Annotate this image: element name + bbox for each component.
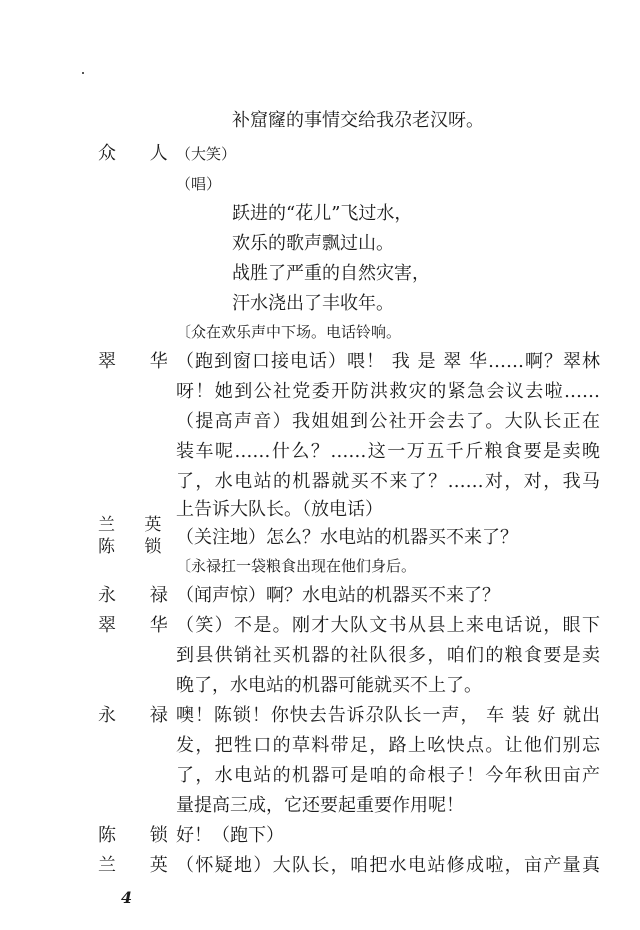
speaker-cuihua: 翠 华 bbox=[98, 351, 182, 372]
dialogue-line: （笑）不是。刚才大队文书从县上来电话说，眼下 bbox=[176, 615, 600, 636]
dialogue-line: 好！（跑下） bbox=[176, 825, 284, 846]
dialogue-line: 了，水电站的机器就买不来了？……对，对，我马 bbox=[176, 471, 600, 492]
paper-speck bbox=[82, 72, 84, 74]
speaker-crowd: 众 人 bbox=[98, 143, 182, 164]
speaker-chensuo: 陈 锁 bbox=[98, 537, 174, 557]
speaker-yonglu: 永 禄 bbox=[98, 585, 182, 606]
dialogue-line: 上告诉大队长。（放电话） bbox=[176, 499, 383, 520]
dialogue-line: 装车呢……什么？……这一万五千斤粮食要是卖晚 bbox=[176, 441, 600, 462]
stage-direction: 〔永禄扛一袋粮食出现在他们身后。 bbox=[176, 557, 417, 575]
dialogue-line: （跑到窗口接电话）喂！ 我 是 翠 华……啊？翠林 bbox=[176, 351, 600, 372]
dialogue-line: （闻声惊）啊？水电站的机器买不来了？ bbox=[176, 585, 500, 606]
dialogue-line: （怀疑地）大队长，咱把水电站修成啦，亩产量真 bbox=[176, 855, 600, 876]
dialogue-line: 发，把牲口的草料带足，路上吆快点。让他们别忘 bbox=[176, 735, 600, 756]
speaker-chensuo: 陈 锁 bbox=[98, 825, 182, 846]
dialogue-line: 了，水电站的机器可是咱的命根子！今年秋田亩产 bbox=[176, 765, 600, 786]
speaker-lanying: 兰 英 bbox=[98, 855, 182, 876]
song-line: 汗水浇出了丰收年。 bbox=[232, 293, 394, 314]
dialogue-line: （关注地）怎么？水电站的机器买不来了？ bbox=[176, 527, 518, 548]
speaker-lanying: 兰 英 bbox=[98, 515, 174, 535]
dialogue-line: （提高声音）我姐姐到公社开会去了。大队长正在 bbox=[176, 411, 600, 432]
dialogue-line: 晚了，水电站的机器可能就买不上了。 bbox=[176, 675, 482, 696]
stage-direction: （唱） bbox=[176, 175, 222, 193]
speaker-yonglu: 永 禄 bbox=[98, 705, 182, 726]
dialogue-line: 呀！她到公社党委开防洪救灾的紧急会议去啦…… bbox=[176, 381, 600, 402]
page-number: 4 bbox=[121, 888, 133, 907]
stage-direction: （大笑） bbox=[176, 145, 237, 163]
stage-direction: 〔众在欢乐声中下场。电话铃响。 bbox=[176, 323, 402, 341]
speaker-cuihua: 翠 华 bbox=[98, 615, 182, 636]
song-line: 跃进的“花儿”飞过水， bbox=[232, 203, 413, 224]
verse-line: 补窟窿的事情交给我尕老汉呀。 bbox=[232, 110, 484, 131]
dialogue-line: 量提高三成，它还要起重要作用呢！ bbox=[176, 795, 464, 816]
dialogue-line: 噢！陈锁！你快去告诉尕队长一声， 车 装 好 就出 bbox=[176, 705, 600, 726]
dialogue-line: 到县供销社买机器的社队很多，咱们的粮食要是卖 bbox=[176, 645, 600, 666]
song-line: 战胜了严重的自然灾害， bbox=[232, 263, 430, 284]
song-line: 欢乐的歌声飘过山。 bbox=[232, 233, 394, 254]
